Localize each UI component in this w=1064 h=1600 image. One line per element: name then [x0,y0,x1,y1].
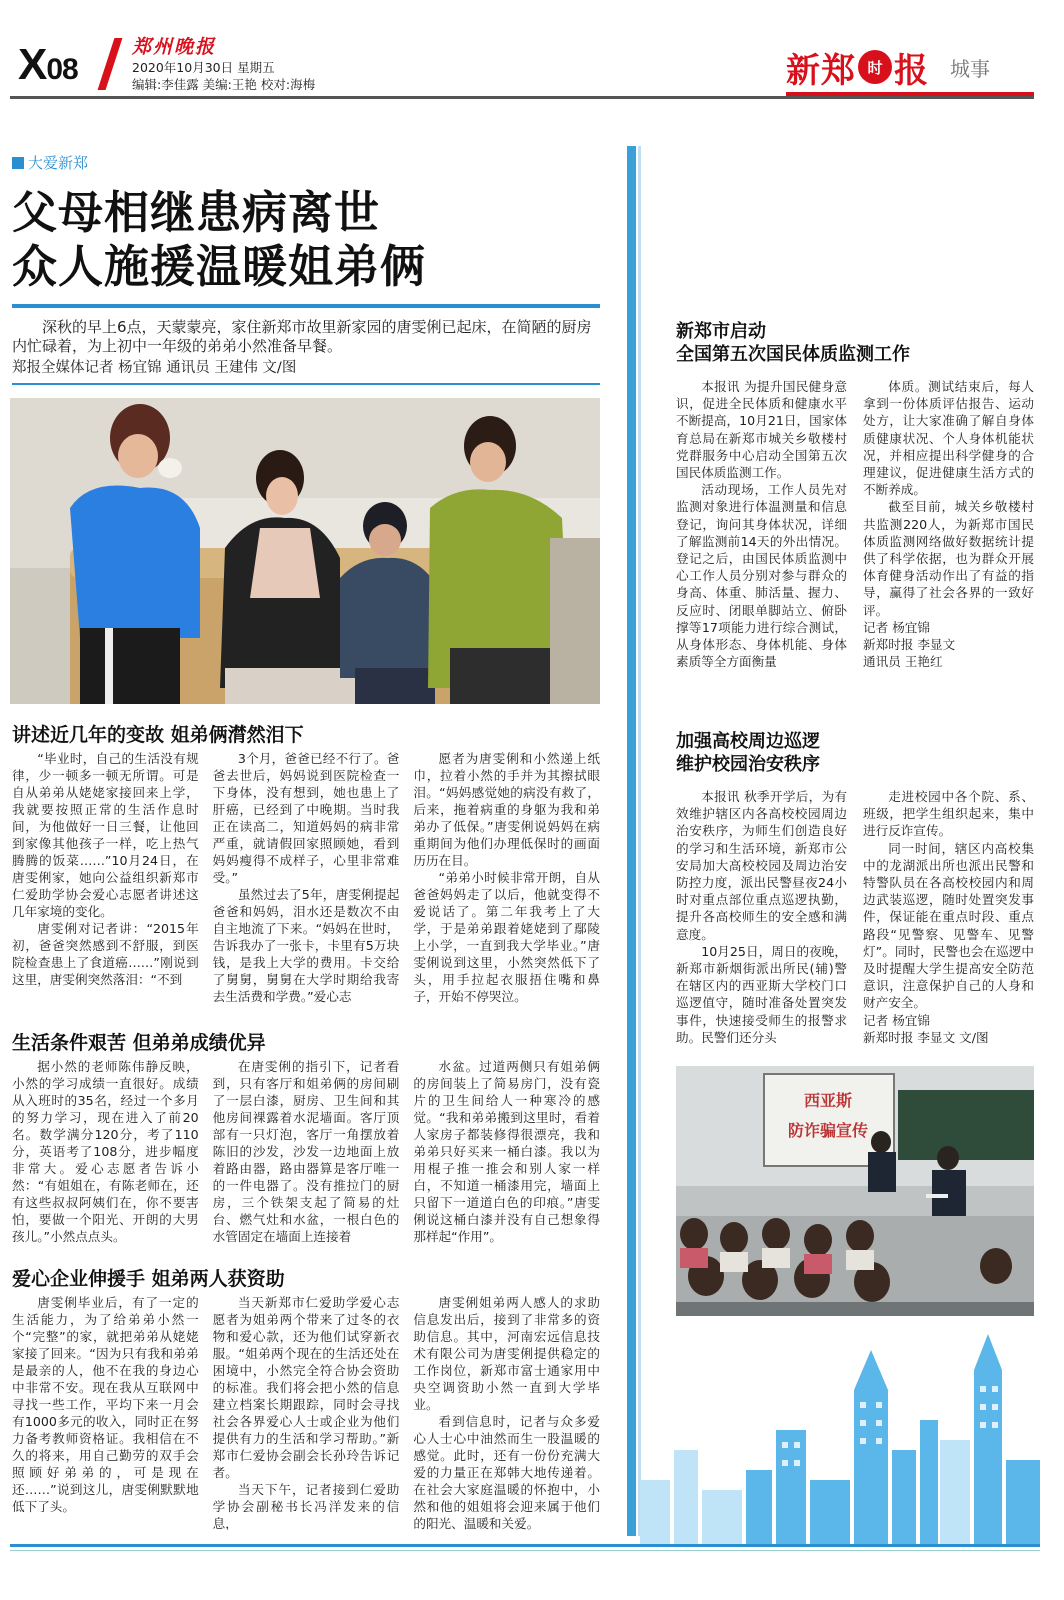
story3-col1 [676,788,847,1050]
paragraph: 同一时间，辖区内高校集中的龙湖派出所也派出民警和特警队员在各高校校园内和周边武装巡逻，随时处置突发事件，保证能在重点时段、重点路段“见警察、见警车、见警灯”。同时，民警也会在巡逻中及时提醒大学生提高安全防范意识，注意保护自己的人身和财产安全。 [863,840,1034,1011]
paragraph: 愿者为唐雯俐和小然递上纸巾，拉着小然的手并为其擦拭眼泪。“妈妈感觉她的病没有救了，后来，拖着病重的身躯为我和弟弟办了低保。”唐雯俐说妈妈在病重期间为他们办理低保时的画面历历在目。 [413,751,601,868]
page-number: X08 [18,40,78,89]
column-divider [627,146,636,1536]
board-text-2: 防诈骗宣传 [787,1121,869,1140]
paragraph: 截至目前，城关乡敬楼村共监测220人，为新郑市国民体质监测网络做好数据统计提供了科学依据，也为群众开展体育健身活动作出了有益的指导，赢得了社会各界的一致好评。 [863,499,1034,618]
headline-rule [12,304,600,308]
section3-col3 [413,1294,600,1530]
paragraph: 本报讯 为提升国民健身意识，促进全民体质和健康水平不断提高，10月21日，国家体育总局在新郑市城关乡敬楼村党群服务中心启动全国第五次国民体质监测工作。 [676,379,847,481]
brand-right: 报 [894,50,928,91]
lead-paragraph: 深秋的早上6点，天蒙蒙亮，家住新郑市故里新家园的唐雯俐已起床，在简陋的厨房内忙碌着，为上初中一年级的弟弟小然准备早餐。 [12,318,592,355]
paragraph: 体质。测试结束后，每人拿到一份体质评估报告、运动处方，让大家准确了解自身体质健康状况、个人身体机能状况，并相应提出科学健身的合理建议，促进健康生活方式的不断养成。 [863,379,1034,498]
paragraph: 据小然的老师陈伟静反映，小然的学习成绩一直很好。成绩从入班时的35名，经过一个多月的努力学习，现在进入了前20名。数学满分120分，考了110分，英语考了108分，进步幅度非常大。爱心志愿者告诉小然：“有姐姐在，有陈老师在，还有这些叔叔阿姨们在，你不要害怕，要做一个阳光、开朗的大男孩儿。”小然点点头。 [12,1059,199,1244]
section1-columns [12,750,600,1020]
paragraph: 唐雯俐毕业后，有了一定的生活能力，为了给弟弟小然一个“完整”的家，就把弟弟从姥姥家接了回来。“因为只有我和弟弟是最亲的人，他不在我的身边心中非常不安。现在我从互联网中寻找一些工作，平均下来一月会有1000多元的收入，同时正在努力备考教师资格证。我相信在不久的将来，用自己勤劳的双手会照顾好弟弟的，可是现在还……”说到这儿，唐雯俐默默地低下了头。 [12,1295,199,1514]
paragraph: “毕业时，自己的生活没有规律，少一顿多一顿无所谓。可是自从弟弟从姥姥家接回来上学，我就要按照正常的生活作息时间，为他做好一日三餐，让他回到家像其他孩子一样，吃上热气腾腾的饭菜……”10月24日，在唐雯俐家，她向公益组织新郑市仁爱助学协会爱心志愿者讲述这几年家境的变化。 [12,751,199,919]
footer-rule-thin [10,1550,1040,1551]
section2-col3 [413,1058,600,1250]
brand-left: 新郑 [786,50,856,91]
family-photo-illustration [10,398,600,704]
paragraph: 本报讯 秋季开学后，为有效维护辖区内各高校校园周边治安秩序，为师生们创造良好的学习和生活环境，新郑市公安局加大高校校园及周边治安防控力度，派出民警昼夜24小时对重点部位重点巡逻执勤，提升各高校师生的安全感和满意度。 [676,789,847,942]
story3-col2 [863,788,1034,1050]
paragraph: 当天新郑市仁爱助学爱心志愿者为姐弟两个带来了过冬的衣物和爱心款，还为他们试穿新衣服。“姐弟两个现在的生活还处在困境中，小然完全符合协会资助的标准。我们将会把小然的信息建立档案长期跟踪，同时会寻找社会各界爱心人士或企业为他们提供有力的生活和学习帮助。”新郑市仁爱协会副会长孙玲告诉记者。 [212,1295,400,1480]
signature: 记者 杨宜锦 [863,1012,930,1028]
paragraph: 看到信息时，记者与众多爱心人士心中油然而生一股温暖的感觉。此时，还有一份份充满大爱的力量正在郑韩大地传递着。在社会大家庭温暖的怀抱中，小然和他的姐姐将会迎来属于他们的阳光、温暖和关爱。 [413,1414,601,1530]
header-rule [10,96,1034,99]
board-text-1: 西亚斯 [803,1091,853,1110]
paper-name: 郑州晚报 [132,36,217,58]
main-photo [10,398,600,704]
header-slash [98,38,123,90]
paragraph: 走进校园中各个院、系、班级，把学生组织起来，集中进行反诈宣传。 [863,789,1034,839]
paragraph: 在唐雯俐的指引下，记者看到，只有客厅和姐弟俩的房间刷了一层白漆，厨房、卫生间和其他房间裸露着水泥墙面。客厅顶部有一只灯泡，客厅一角摆放着陈旧的沙发，沙发一边地面上放着路由器，路由器算是客厅唯一的一件电器了。没有推拉门的厨房，三个铁架支起了简易的灶台、燃气灶和水盆，一根白色的水管固定在墙面上连接着 [212,1059,400,1244]
paragraph: 唐雯俐对记者讲：“2015年初，爸爸突然感到不舒服，到医院检查患上了食道癌……”刚说到这里，唐雯俐突然落泪：“不到 [12,921,199,987]
brand-circle: 时 [858,50,892,84]
page-header [0,0,1064,110]
section1-col1 [12,750,199,1020]
paragraph: 3个月，爸爸已经不行了。爸爸去世后，妈妈说到医院检查一下身体，没有想到，她也患上了肝癌，已经到了中晚期。当时我正在读高二，知道妈妈的病非常严重，就请假回家照顾她，看到妈妈瘦得不成样子，心里非常难受。” [212,751,400,885]
section-brand [786,44,990,90]
paragraph: 水盆。过道两侧只有姐弟俩的房间装上了简易房门，没有瓷片的卫生间给人一种寒冷的感觉。“我和弟弟搬到这里时，看着人家房子都装修得很漂亮，我和弟弟只好买来一桶白漆。我以为用棍子推一推会和别人家一样白，不知道一桶漆用完，墙面上只留下一道道白色的印痕。”唐雯俐说这桶白漆并没有自己想象得那样起“作用”。 [413,1059,601,1244]
story2-columns [676,378,1034,678]
section1-subhead: 讲述近几年的变故 姐弟俩潸然泪下 [12,724,304,746]
paragraph: 唐雯俐姐弟两人感人的求助信息发出后，接到了非常多的资助信息。其中，河南宏远信息技术有限公司为唐雯俐提供稳定的工作岗位，新郑市富士通家用中央空调资助小然一直到大学毕业。 [413,1295,601,1412]
section1-col2 [213,750,400,1020]
paragraph: “弟弟小时候非常开朗，自从爸爸妈妈走了以后，他就变得不爱说话了。第二年我考上了大学，于是弟弟跟着姥姥到了鄢陵上小学，一直到我大学毕业。”唐雯俐说到这里，小然突然低下了头，用手拉起衣服捂住嘴和鼻子，开始不停哭泣。 [413,870,601,1004]
signature: 新郑时报 李显文 [863,637,956,653]
paragraph: 虽然过去了5年，唐雯俐提起爸爸和妈妈，泪水还是数次不由自主地流了下来。“妈妈在世时，告诉我办了一张卡，卡里有5万块钱，是我上大学的费用。卡交给了舅舅，舅舅在大学时期给我寄去生活费和学费。”爱心志 [212,887,400,1004]
byline-rule [12,383,600,385]
paragraph: 10月25日，周日的夜晚，新郑市新烟街派出所民(辅)警在辖区内的西亚斯大学校门口巡逻值守，随时准备处置突发事件，快速接受师生的报警求助。民警们还分头 [676,943,847,1045]
story2-col1 [676,378,847,678]
kicker-square-icon [12,157,24,169]
section3-subhead: 爱心企业伸援手 姐弟两人获资助 [12,1268,285,1290]
signature: 通讯员 王艳红 [863,654,943,670]
paragraph: 当天下午，记者接到仁爱助学协会副秘书长冯洋发来的信息， [212,1482,400,1530]
story-kicker: 大爱新郑 [12,152,88,173]
section3-col1 [12,1294,199,1530]
main-byline: 郑报全媒体记者 杨宜锦 通讯员 王建伟 文/图 [12,360,297,376]
paragraph: 活动现场，工作人员先对监测对象进行体温测量和信息登记，询问其身体状况，详细了解监测前14天的外出情况。登记之后，由国民体质监测中心工作人员分别对参与群众的身高、体重、肺活量、握力、反应时、闭眼单脚站立、俯卧撑等17项能力进行综合测试，从身体形态、身体机能、身体素质等全方面衡量 [676,482,847,670]
classroom-photo-illustration [676,1066,1034,1316]
footer-rule [10,1544,1040,1547]
story3-title: 加强高校周边巡逻 维护校园治安秩序 [676,731,820,775]
section2-columns [12,1058,600,1250]
editors-line: 编辑:李佳露 美编:王艳 校对:海梅 [132,77,316,92]
story2-col2 [863,378,1034,678]
classroom-photo [676,1066,1034,1316]
story2-title: 新郑市启动 全国第五次国民体质监测工作 [676,321,910,365]
skyline-decoration [640,1330,1040,1544]
section2-subhead: 生活条件艰苦 但弟弟成绩优异 [12,1032,266,1054]
issue-date: 2020年10月30日 星期五 [132,60,275,75]
section1-col3 [413,750,600,1020]
section3-col2 [213,1294,400,1530]
city-skyline-icon [640,1330,1040,1544]
signature: 记者 杨宜锦 [863,619,930,635]
section2-col1 [12,1058,199,1250]
section3-columns [12,1294,600,1530]
column-divider-light [638,146,641,1536]
main-headline: 父母相继患病离世 众人施援温暖姐弟俩 [12,186,427,293]
section2-col2 [213,1058,400,1250]
section-name: 城事 [950,56,990,81]
signature: 新郑时报 李显文 文/图 [863,1029,989,1045]
story3-columns [676,788,1034,1050]
